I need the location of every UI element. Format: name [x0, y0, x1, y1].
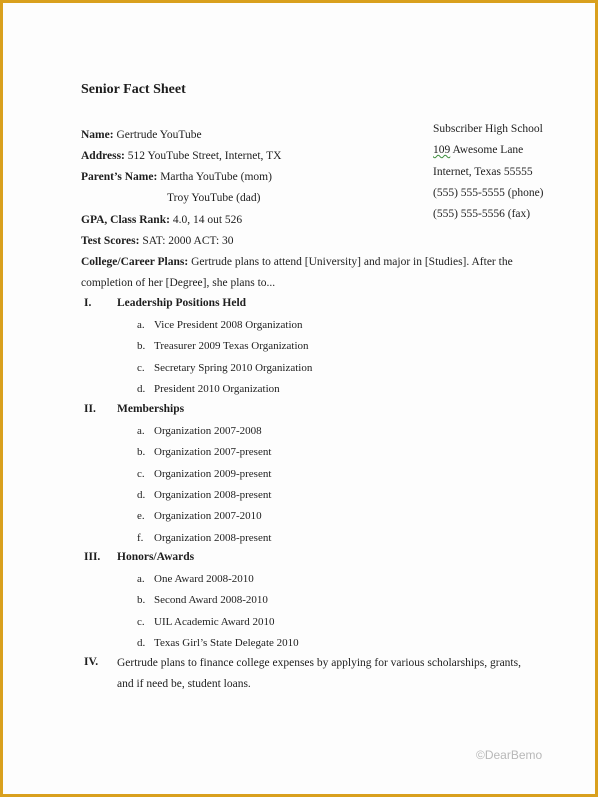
- list-item-letter: d.: [137, 382, 146, 395]
- gpa-value: 4.0, 14 out 526: [172, 214, 243, 226]
- section-heading: Honors/Awards: [117, 551, 195, 563]
- list-item-letter: e.: [137, 510, 145, 523]
- list-item: Organization 2009-present: [154, 467, 272, 480]
- section-numeral: I.: [84, 297, 92, 309]
- section-numeral: II.: [84, 403, 96, 415]
- address-label: Address:: [81, 150, 125, 162]
- parents-line: [81, 170, 272, 184]
- parent-dad: Troy YouTube (dad): [167, 192, 261, 204]
- list-item: Organization 2007-2010: [154, 510, 262, 523]
- school-fax: (555) 555-5556 (fax): [433, 208, 531, 220]
- list-item: Texas Girl’s State Delegate 2010: [154, 636, 299, 649]
- street-name: Awesome Lane: [450, 144, 524, 156]
- list-item: Treasurer 2009 Texas Organization: [154, 340, 309, 353]
- name-line: [81, 128, 202, 142]
- school-phone: (555) 555-5555 (phone): [433, 187, 544, 199]
- test-scores-value: SAT: 2000 ACT: 30: [142, 235, 234, 247]
- school-street: [433, 144, 523, 156]
- finance-text: Gertrude plans to finance college expenses by applying for various scholarships, grants,: [117, 657, 521, 669]
- list-item: Organization 2008-present: [154, 531, 272, 544]
- section-heading: Memberships: [117, 403, 185, 415]
- test-scores-line: [81, 234, 234, 248]
- section-iv-numeral: IV.: [84, 656, 99, 668]
- school-name: Subscriber High School: [433, 123, 543, 135]
- list-item: Second Award 2008-2010: [154, 594, 268, 607]
- name-label: Name:: [81, 129, 114, 141]
- document-title: Senior Fact Sheet: [81, 82, 186, 97]
- finance-text-continued: and if need be, student loans.: [117, 678, 251, 690]
- student-name: Gertrude YouTube: [116, 129, 202, 141]
- list-item: President 2010 Organization: [154, 382, 280, 395]
- list-item-letter: d.: [137, 636, 146, 649]
- plans-continued: completion of her [Degree], she plans to...: [81, 277, 276, 289]
- list-item-letter: c.: [137, 361, 145, 374]
- list-item: UIL Academic Award 2010: [154, 615, 275, 628]
- gpa-label: GPA, Class Rank:: [81, 214, 170, 226]
- address-line: [81, 149, 281, 163]
- list-item-letter: f.: [137, 531, 144, 544]
- section-heading: Leadership Positions Held: [117, 297, 247, 309]
- list-item: Vice President 2008 Organization: [154, 319, 303, 331]
- test-scores-label: Test Scores:: [81, 235, 140, 247]
- list-item-letter: a.: [137, 319, 145, 331]
- list-item: Organization 2007-2008: [154, 425, 262, 437]
- gpa-line: [81, 213, 242, 227]
- parent-mom: Martha YouTube (mom): [160, 171, 272, 183]
- list-item-letter: b.: [137, 594, 146, 607]
- list-item-letter: c.: [137, 467, 145, 480]
- section-numeral: III.: [84, 551, 101, 563]
- list-item: Organization 2007-present: [154, 446, 272, 459]
- list-item-letter: b.: [137, 340, 146, 353]
- list-item-letter: c.: [137, 615, 145, 628]
- document-page: [6, 6, 598, 797]
- student-address: 512 YouTube Street, Internet, TX: [127, 150, 282, 162]
- list-item-letter: b.: [137, 446, 146, 459]
- list-item-letter: a.: [137, 573, 145, 585]
- watermark: ©DearBemo: [476, 748, 543, 762]
- school-city: Internet, Texas 55555: [433, 166, 533, 178]
- list-item: Secretary Spring 2010 Organization: [154, 361, 313, 374]
- list-item-letter: d.: [137, 488, 146, 501]
- plans-label: College/Career Plans:: [81, 256, 189, 268]
- list-item: One Award 2008-2010: [154, 573, 254, 585]
- plans-text: Gertrude plans to attend [University] and major in [Studies]. After the: [191, 256, 513, 268]
- list-item-letter: a.: [137, 425, 145, 437]
- list-item: Organization 2008-present: [154, 488, 272, 501]
- plans-line: [81, 255, 513, 269]
- parents-label: Parent’s Name:: [81, 171, 158, 183]
- street-number: 109: [433, 144, 451, 156]
